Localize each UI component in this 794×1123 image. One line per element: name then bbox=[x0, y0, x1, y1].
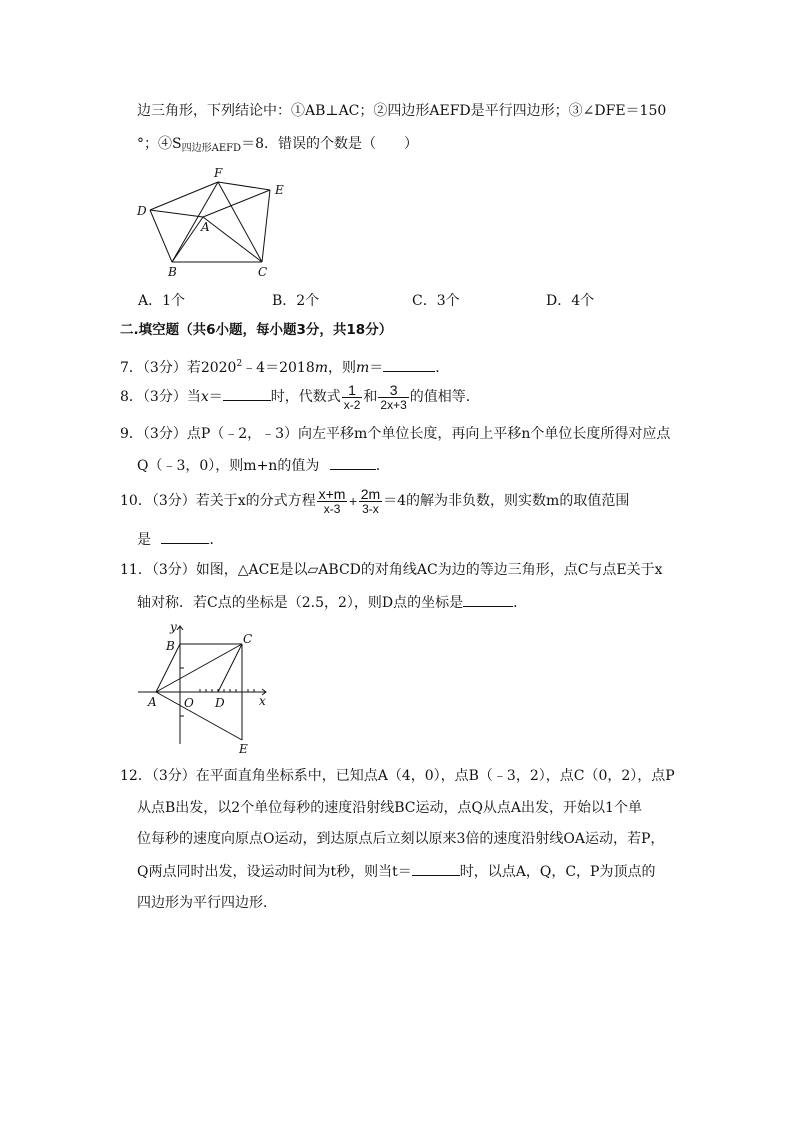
q10-line2-text: 是 bbox=[137, 532, 151, 548]
q12-line4-b: 时，以点A，Q，C，P为顶点的 bbox=[459, 864, 656, 880]
q8-x: x bbox=[200, 389, 209, 405]
q11-line2-end: ． bbox=[513, 595, 528, 611]
q9-line2-text: Q（﹣3，0），则m+n的值为 bbox=[137, 458, 320, 474]
q8-fraction-1 bbox=[342, 383, 363, 412]
q7-c: ，则 bbox=[328, 360, 357, 376]
q6-line2-sub: 四边形AEFD bbox=[181, 143, 242, 154]
q12-line3: 位每秒的速度向原点O运动，到达原点后立刻以原来3倍的速度沿射线OA运动，若P， bbox=[137, 831, 665, 847]
q12-line2: 从点B出发，以2个单位每秒的速度沿射线BC运动，点Q从点A出发，开始以1个单 bbox=[137, 800, 642, 816]
q6-option-c: C．3个 bbox=[412, 293, 460, 309]
q6-label-d: D bbox=[137, 204, 147, 218]
q6-label-b: B bbox=[168, 265, 177, 279]
q9-line2-end: ． bbox=[375, 458, 390, 474]
q7-m: m bbox=[314, 360, 329, 376]
q6-line1: 边三角形，下列结论中：①AB⊥AC；②四边形AEFD是平行四边形；③∠DFE＝150 bbox=[137, 103, 667, 119]
q10-f2-num: 2m bbox=[360, 485, 381, 502]
q10-f1-num: x+m bbox=[318, 485, 346, 502]
q7-m2: m bbox=[356, 360, 370, 376]
q11-label-d: D bbox=[215, 696, 225, 710]
q7-d: ＝ bbox=[369, 360, 384, 376]
q8-c: 时，代数式 bbox=[270, 389, 341, 405]
q11-label-a: A bbox=[148, 695, 157, 709]
q11-label-y: y bbox=[170, 620, 177, 634]
q8-a: 8．（3分）当 bbox=[120, 389, 201, 405]
q6-label-a: A bbox=[201, 220, 210, 234]
q6-line2-a: °；④S bbox=[137, 136, 182, 152]
q12-line1: 12．（3分）在平面直角坐标系中，已知点A（4，0），点B（﹣3，2），点C（0，2），点P bbox=[120, 768, 675, 784]
q7-sup: 2 bbox=[236, 359, 243, 369]
q9-answer-blank bbox=[330, 455, 376, 470]
q6-line2 bbox=[137, 134, 418, 159]
q9-line1: 9．（3分）点P（﹣2，﹣3）向左平移m个单位长度，再向上平移n个单位长度所得对应点 bbox=[120, 426, 671, 442]
q7-e: ． bbox=[435, 360, 450, 376]
q8-answer-blank bbox=[223, 386, 271, 401]
q12-line5: 四边形为平行四边形． bbox=[137, 895, 277, 911]
q6-option-d: D．4个 bbox=[546, 293, 595, 309]
q11-label-o: O bbox=[184, 696, 194, 710]
q8-f2-num: 3 bbox=[378, 383, 408, 398]
q7-b: ﹣4＝2018 bbox=[242, 360, 315, 376]
q8-f2-den: 2x+3 bbox=[380, 397, 407, 412]
q7-a: 7．（3分）若2020 bbox=[120, 360, 237, 376]
q8-e: 的值相等． bbox=[409, 389, 480, 405]
q7-answer-blank bbox=[383, 357, 435, 372]
q6-line2-b: ＝8．错误的个数是（ ） bbox=[241, 136, 418, 152]
q11-line2-text: 轴对称．若C点的坐标是（2.5，2），则D点的坐标是 bbox=[137, 595, 464, 611]
q8-fraction-2 bbox=[378, 383, 408, 412]
q10-a: 10．（3分）若关于x的分式方程 bbox=[120, 493, 316, 509]
q6-option-b: B．2个 bbox=[272, 293, 320, 309]
q6-figure bbox=[130, 160, 300, 280]
q8-b: ＝ bbox=[208, 389, 223, 405]
q8-f1-den: x-2 bbox=[343, 397, 361, 412]
q10-line2-end: ． bbox=[209, 532, 224, 548]
q11-line1: 11．（3分）如图，△ACE是以▱ABCD的对角线AC为边的等边三角形，点C与点E关于x bbox=[120, 562, 663, 578]
q6-label-e: E bbox=[275, 183, 284, 197]
q6-label-f: F bbox=[214, 166, 223, 180]
q8-f1-num: 1 bbox=[342, 383, 363, 398]
q11-label-b: B bbox=[166, 639, 175, 653]
q10-b: ＝4的解为非负数，则实数m的取值范围 bbox=[383, 493, 630, 509]
q10-f2-den: 3-x bbox=[362, 501, 379, 516]
q12-answer-blank bbox=[412, 861, 460, 876]
q10-f1-den: x-3 bbox=[323, 501, 341, 516]
q12-line4-a: Q两点同时出发，设运动时间为t秒，则当t＝ bbox=[137, 864, 412, 880]
q11-label-x: x bbox=[259, 694, 266, 708]
q11-line2 bbox=[137, 592, 527, 613]
q12-line4 bbox=[137, 861, 655, 882]
q10-fraction-2 bbox=[359, 487, 382, 516]
question-8 bbox=[120, 380, 480, 414]
q11-answer-blank bbox=[463, 592, 513, 607]
q6-option-a: A．1个 bbox=[138, 293, 186, 309]
q11-label-c: C bbox=[243, 632, 253, 646]
q10-answer-blank bbox=[161, 529, 209, 544]
q8-d: 和 bbox=[363, 389, 378, 405]
q10-plus: + bbox=[348, 495, 358, 508]
section-2-heading: 二.填空题（共6小题，每小题3分，共18分） bbox=[120, 322, 393, 338]
question-10 bbox=[120, 483, 629, 520]
q9-line2 bbox=[137, 455, 390, 476]
q10-line2 bbox=[137, 529, 223, 550]
question-7 bbox=[120, 354, 449, 378]
q11-label-e: E bbox=[239, 742, 248, 756]
q6-label-c: C bbox=[258, 265, 268, 279]
q10-fraction-1 bbox=[317, 487, 348, 516]
q11-figure bbox=[132, 620, 282, 760]
